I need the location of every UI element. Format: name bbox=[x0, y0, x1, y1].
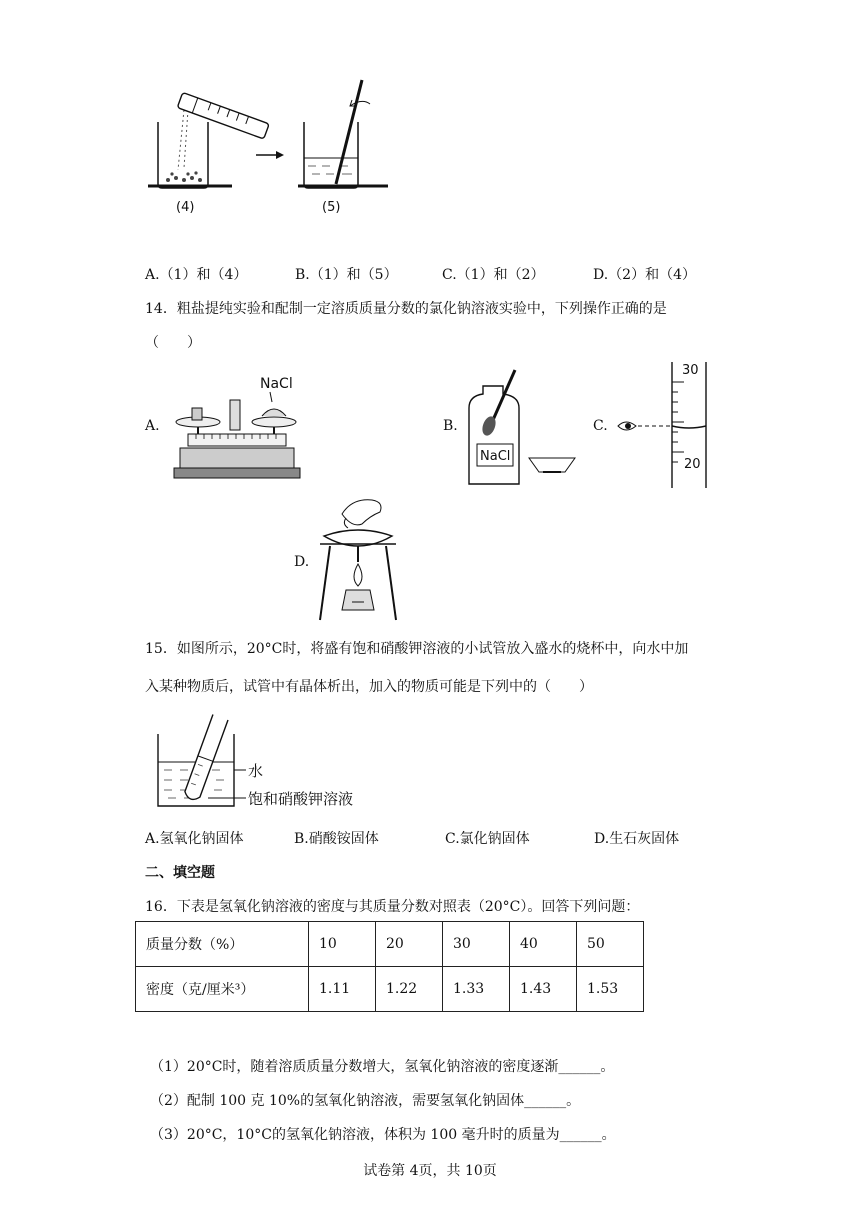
table-cell: 1.53 bbox=[577, 967, 644, 1012]
page-footer: 试卷第 4页，共 10页 bbox=[363, 1163, 497, 1179]
option-text: 生石灰固体 bbox=[609, 831, 680, 847]
fig-label-water: 水 bbox=[248, 762, 264, 780]
option-text: 硝酸铵固体 bbox=[308, 831, 379, 847]
q14-option-d[interactable]: D. bbox=[294, 554, 310, 570]
q13-option-a[interactable] bbox=[145, 264, 247, 284]
q14-stem-line1: 14．粗盐提纯实验和配制一定溶质质量分数的氯化钠溶液实验中，下列操作正确的是 bbox=[145, 301, 667, 317]
q15-option-d[interactable] bbox=[594, 828, 679, 848]
figure-label-4: (4) bbox=[176, 200, 195, 215]
density-table bbox=[135, 921, 644, 1012]
q13-option-d[interactable] bbox=[593, 264, 696, 284]
option-text: （1）和（4） bbox=[159, 267, 248, 283]
q15-option-a[interactable] bbox=[145, 828, 244, 848]
reagent-bottle-figure bbox=[463, 364, 583, 488]
q14-stem-line2: （ ） bbox=[145, 335, 201, 351]
option-letter: C. bbox=[445, 831, 460, 847]
option-text: （2）和（4） bbox=[608, 267, 697, 283]
q15-option-b[interactable] bbox=[294, 828, 379, 848]
section-title: 二、填空题 bbox=[145, 865, 215, 881]
row-header: 密度（克/厘米³） bbox=[136, 967, 309, 1012]
option-text: （1）和（2） bbox=[456, 267, 545, 283]
figure-pour-and-stir bbox=[140, 70, 400, 220]
q16-sub1: （1）20°C时，随着溶质质量分数增大，氢氧化钠溶液的密度逐渐______。 bbox=[150, 1059, 615, 1075]
option-letter: D. bbox=[593, 267, 609, 283]
option-letter: A. bbox=[145, 267, 160, 283]
option-letter: C. bbox=[442, 267, 457, 283]
table-cell: 50 bbox=[577, 922, 644, 967]
q16-stem: 16．下表是氢氧化钠溶液的密度与其质量分数对照表（20°C）。回答下列问题： bbox=[145, 899, 640, 915]
option-letter: D. bbox=[594, 831, 610, 847]
q15-stem-line2: 入某种物质后，试管中有晶体析出，加入的物质可能是下列中的（ ） bbox=[145, 679, 593, 695]
fig-c-top: 30 bbox=[682, 363, 699, 378]
option-letter: A. bbox=[145, 831, 160, 847]
table-cell: 20 bbox=[376, 922, 443, 967]
fig-a-label: NaCl bbox=[260, 376, 293, 392]
table-cell: 1.33 bbox=[443, 967, 510, 1012]
option-text: 氢氧化钠固体 bbox=[159, 831, 244, 847]
q15-stem-line1: 15．如图所示，20°C时，将盛有饱和硝酸钾溶液的小试管放入盛水的烧杯中，向水中加 bbox=[145, 641, 689, 657]
q13-option-c[interactable] bbox=[442, 264, 545, 284]
option-letter: B. bbox=[295, 267, 310, 283]
figure-label-5: (5) bbox=[322, 200, 341, 215]
table-cell: 10 bbox=[309, 922, 376, 967]
q16-sub3: （3）20°C，10°C的氢氧化钠溶液，体积为 100 毫升时的质量为______。 bbox=[150, 1127, 616, 1143]
fig-c-bottom: 20 bbox=[684, 457, 701, 472]
table-cell: 1.11 bbox=[309, 967, 376, 1012]
table-row bbox=[136, 967, 644, 1012]
q14-option-b[interactable]: B. bbox=[443, 418, 458, 434]
table-cell: 1.43 bbox=[510, 967, 577, 1012]
q13-option-b[interactable] bbox=[295, 264, 398, 284]
q14-option-a[interactable]: A. bbox=[145, 418, 160, 434]
table-cell: 30 bbox=[443, 922, 510, 967]
table-cell: 1.22 bbox=[376, 967, 443, 1012]
q16-sub2: （2）配制 100 克 10%的氢氧化钠溶液，需要氢氧化钠固体______。 bbox=[150, 1093, 581, 1109]
q14-option-c[interactable]: C. bbox=[593, 418, 608, 434]
option-text: （1）和（5） bbox=[309, 267, 398, 283]
evaporation-figure bbox=[312, 494, 404, 624]
test-tube-beaker-figure bbox=[150, 710, 380, 814]
table-row bbox=[136, 922, 644, 967]
q15-option-c[interactable] bbox=[445, 828, 530, 848]
option-text: 氯化钠固体 bbox=[459, 831, 530, 847]
fig-b-label: NaCl bbox=[480, 449, 511, 464]
row-header: 质量分数（%） bbox=[136, 922, 309, 967]
option-letter: B. bbox=[294, 831, 309, 847]
graduated-cylinder-figure bbox=[612, 362, 722, 492]
fig-label-solution: 饱和硝酸钾溶液 bbox=[248, 790, 354, 808]
balance-figure bbox=[170, 372, 305, 484]
table-cell: 40 bbox=[510, 922, 577, 967]
